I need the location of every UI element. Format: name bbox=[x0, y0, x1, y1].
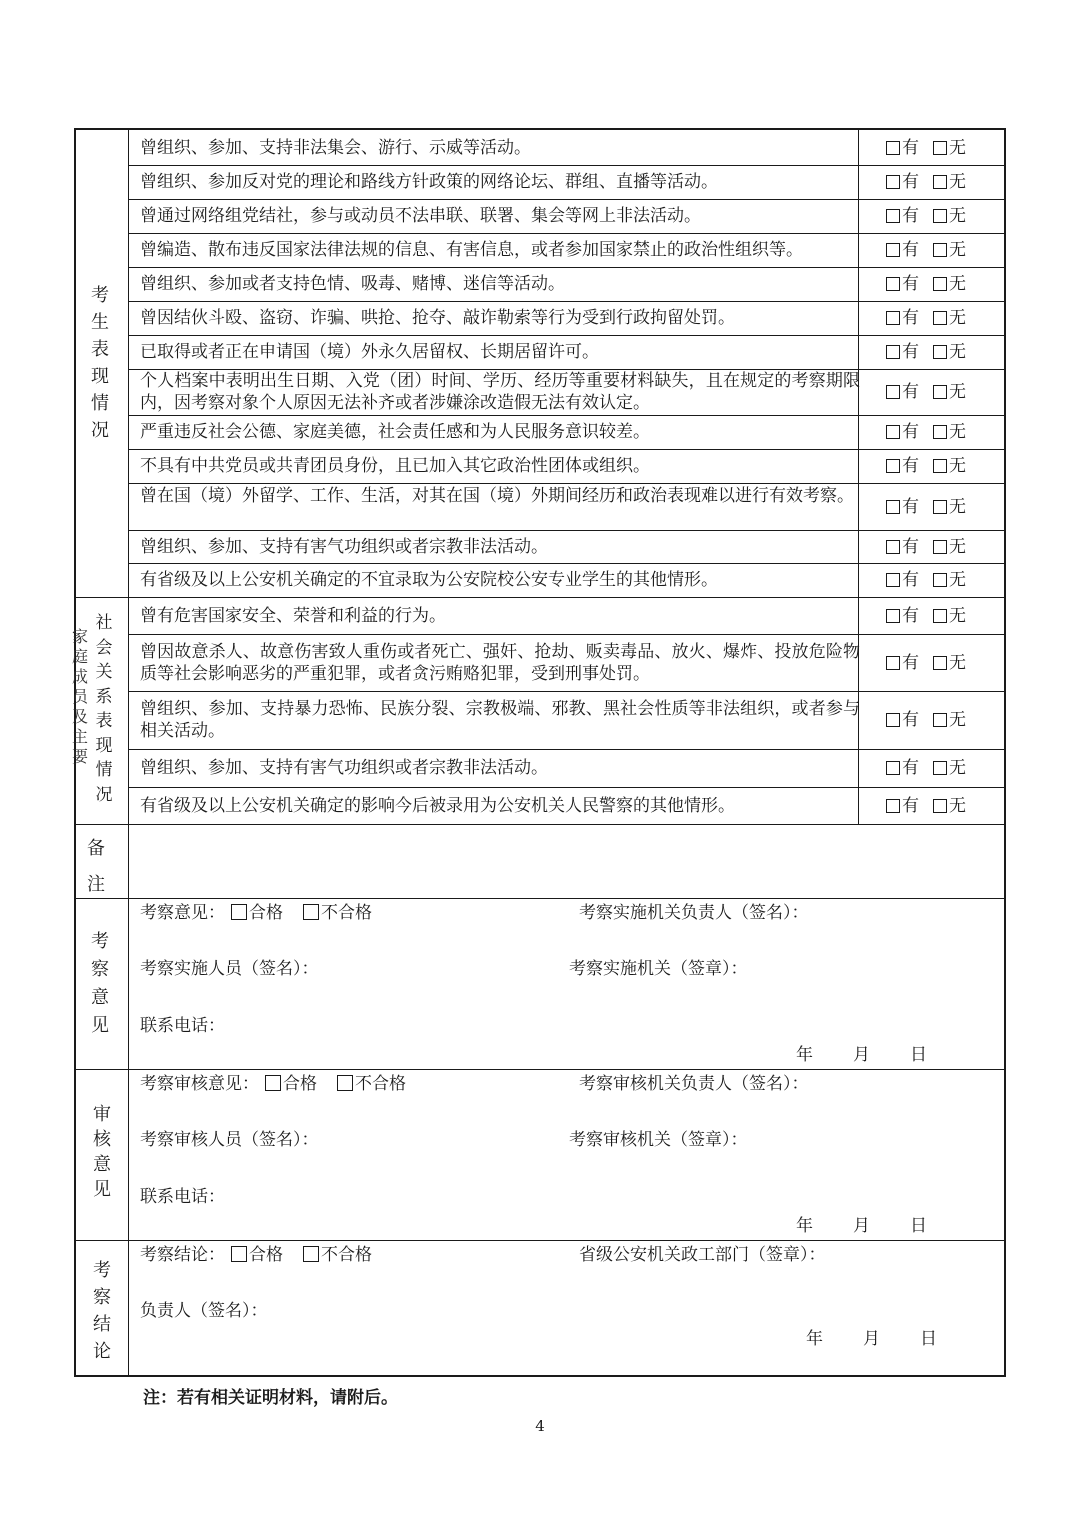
criterion-text: 曾因结伙斗殴、盗窃、诈骗、哄抢、抢夺、敲诈勒索等行为受到行政拘留处罚。 bbox=[140, 308, 735, 328]
section-label-social: 社会关系表现情况 bbox=[95, 613, 113, 805]
conclusion-dept-seal: 省级公安机关政工部门（签章）： bbox=[579, 1245, 826, 1265]
no-label: 无 bbox=[949, 137, 966, 158]
no-checkbox[interactable] bbox=[933, 500, 947, 514]
no-label: 无 bbox=[949, 710, 966, 730]
date-year: 年 bbox=[796, 1216, 813, 1236]
yes-label: 有 bbox=[902, 652, 919, 673]
review-opinion bbox=[140, 1073, 406, 1095]
review-pass-label: 合格 bbox=[283, 1074, 317, 1094]
conclusion-date bbox=[806, 1328, 937, 1350]
review-pass-checkbox[interactable] bbox=[265, 1075, 281, 1091]
no-label: 无 bbox=[949, 240, 966, 260]
review-phone: 联系电话： bbox=[140, 1187, 225, 1207]
yes-checkbox[interactable] bbox=[886, 799, 900, 813]
criterion-text: 已取得或者正在申请国（境）外永久居留权、长期居留许可。 bbox=[140, 342, 599, 362]
row-divider bbox=[128, 634, 1004, 635]
yes-label: 有 bbox=[902, 758, 919, 778]
no-label: 无 bbox=[949, 172, 966, 192]
section-label-inspection: 考察意见 bbox=[91, 931, 109, 1036]
no-checkbox[interactable] bbox=[933, 277, 947, 291]
no-checkbox[interactable] bbox=[933, 761, 947, 775]
yes-no-options bbox=[886, 709, 966, 731]
yes-no-options bbox=[886, 239, 966, 261]
yes-no-options bbox=[886, 137, 966, 159]
yes-no-options bbox=[886, 341, 966, 363]
review-fail-checkbox[interactable] bbox=[337, 1075, 353, 1091]
no-checkbox[interactable] bbox=[933, 540, 947, 554]
conclusion-fail-checkbox[interactable] bbox=[303, 1246, 319, 1262]
yes-no-options bbox=[886, 273, 966, 295]
no-label: 无 bbox=[949, 308, 966, 328]
yes-checkbox[interactable] bbox=[886, 425, 900, 439]
review-opinion-label: 考察审核意见： bbox=[140, 1074, 259, 1094]
yes-label: 有 bbox=[902, 240, 919, 260]
inspection-phone: 联系电话： bbox=[140, 1016, 225, 1036]
yes-label: 有 bbox=[902, 206, 919, 226]
yes-checkbox[interactable] bbox=[886, 385, 900, 399]
yes-label: 有 bbox=[902, 137, 919, 158]
row-divider bbox=[128, 787, 1004, 788]
no-label: 无 bbox=[949, 570, 966, 590]
no-label: 无 bbox=[949, 456, 966, 476]
no-checkbox[interactable] bbox=[933, 656, 947, 670]
date-month: 月 bbox=[853, 1045, 870, 1065]
yes-no-options bbox=[886, 795, 966, 817]
yes-label: 有 bbox=[902, 382, 919, 402]
yes-checkbox[interactable] bbox=[886, 573, 900, 587]
review-form-table bbox=[71, 128, 1006, 1377]
conclusion-opinion-label: 考察结论： bbox=[140, 1245, 225, 1265]
no-label: 无 bbox=[949, 382, 966, 402]
yes-no-options bbox=[886, 307, 966, 329]
inspection-opinion bbox=[140, 902, 372, 924]
yes-label: 有 bbox=[902, 172, 919, 192]
inspection-pass-checkbox[interactable] bbox=[231, 904, 247, 920]
section-divider bbox=[76, 1069, 1004, 1070]
no-checkbox[interactable] bbox=[933, 425, 947, 439]
criterion-text: 曾因故意杀人、故意伤害致人重伤或者死亡、强奸、抢劫、贩卖毒品、放火、爆炸、投放危险物质等社会影响恶劣的严重犯罪，或者贪污贿赂犯罪，受到刑事处罚。 bbox=[140, 641, 860, 684]
no-label: 无 bbox=[949, 536, 966, 557]
date-year: 年 bbox=[806, 1329, 823, 1349]
conclusion-opinion bbox=[140, 1244, 372, 1266]
no-checkbox[interactable] bbox=[933, 345, 947, 359]
row-divider bbox=[128, 449, 1004, 450]
criterion-text: 曾组织、参加、支持暴力恐怖、民族分裂、宗教极端、邪教、黑社会性质等非法组织，或者参与相关活动。 bbox=[140, 699, 860, 741]
section-divider bbox=[76, 824, 1004, 825]
criterion-text: 曾通过网络组党结社，参与或动员不法串联、联署、集会等网上非法活动。 bbox=[140, 206, 701, 226]
criterion-text: 有省级及以上公安机关确定的不宜录取为公安院校公安专业学生的其他情形。 bbox=[140, 570, 718, 590]
yes-label: 有 bbox=[902, 342, 919, 362]
yes-checkbox[interactable] bbox=[886, 277, 900, 291]
yes-label: 有 bbox=[902, 496, 919, 517]
no-checkbox[interactable] bbox=[933, 573, 947, 587]
row-divider bbox=[128, 301, 1004, 302]
yes-checkbox[interactable] bbox=[886, 141, 900, 155]
yes-label: 有 bbox=[902, 795, 919, 816]
section-label-conclusion: 考察结论 bbox=[93, 1260, 111, 1362]
row-divider bbox=[128, 749, 1004, 750]
row-divider bbox=[128, 165, 1004, 166]
inspection-pass-label: 合格 bbox=[249, 903, 283, 923]
no-checkbox[interactable] bbox=[933, 385, 947, 399]
yes-no-options bbox=[886, 496, 966, 518]
yes-checkbox[interactable] bbox=[886, 459, 900, 473]
row-divider bbox=[128, 335, 1004, 336]
criterion-text: 曾组织、参加、支持非法集会、游行、示威等活动。 bbox=[140, 137, 531, 158]
inspection-head-sign: 考察实施机关负责人（签名）： bbox=[579, 903, 809, 923]
inspection-opinion-label: 考察意见： bbox=[140, 903, 225, 923]
criterion-text: 曾组织、参加或者支持色情、吸毒、赌博、迷信等活动。 bbox=[140, 274, 565, 294]
row-divider bbox=[128, 691, 1004, 692]
page-number: 4 bbox=[535, 1417, 545, 1435]
section-label-remarks: 备注 bbox=[87, 838, 105, 895]
yes-no-options bbox=[886, 381, 966, 403]
no-checkbox[interactable] bbox=[933, 243, 947, 257]
row-divider bbox=[128, 267, 1004, 268]
yes-checkbox[interactable] bbox=[886, 345, 900, 359]
no-checkbox[interactable] bbox=[933, 799, 947, 813]
no-label: 无 bbox=[949, 795, 966, 816]
review-date bbox=[796, 1215, 927, 1237]
yes-checkbox[interactable] bbox=[886, 761, 900, 775]
criterion-text: 曾有危害国家安全、荣誉和利益的行为。 bbox=[140, 605, 446, 626]
no-checkbox[interactable] bbox=[933, 609, 947, 623]
conclusion-pass-label: 合格 bbox=[249, 1245, 283, 1265]
yes-label: 有 bbox=[902, 710, 919, 730]
yes-label: 有 bbox=[902, 570, 919, 590]
date-month: 月 bbox=[853, 1216, 870, 1236]
yes-no-options bbox=[886, 652, 966, 674]
criterion-text: 曾在国（境）外留学、工作、生活，对其在国（境）外期间经历和政治表现难以进行有效考察。 bbox=[140, 485, 854, 506]
no-label: 无 bbox=[949, 422, 966, 442]
yes-no-options bbox=[886, 757, 966, 779]
row-divider bbox=[128, 199, 1004, 200]
label-column-divider bbox=[128, 130, 129, 1377]
inspection-date bbox=[796, 1044, 927, 1066]
row-divider bbox=[128, 530, 1004, 531]
yes-label: 有 bbox=[902, 308, 919, 328]
yes-no-options bbox=[886, 569, 966, 591]
no-checkbox[interactable] bbox=[933, 311, 947, 325]
no-checkbox[interactable] bbox=[933, 713, 947, 727]
yes-no-options bbox=[886, 455, 966, 477]
no-label: 无 bbox=[949, 605, 966, 626]
date-day: 日 bbox=[910, 1216, 927, 1236]
row-divider bbox=[128, 415, 1004, 416]
row-divider bbox=[128, 233, 1004, 234]
yes-label: 有 bbox=[902, 605, 919, 626]
yes-checkbox[interactable] bbox=[886, 243, 900, 257]
date-day: 日 bbox=[920, 1329, 937, 1349]
no-label: 无 bbox=[949, 342, 966, 362]
inspection-fail-label: 不合格 bbox=[321, 903, 372, 923]
criterion-text: 曾编造、散布违反国家法律法规的信息、有害信息，或者参加国家禁止的政治性组织等。 bbox=[140, 240, 803, 260]
review-head-sign: 考察审核机关负责人（签名）： bbox=[579, 1074, 809, 1094]
no-checkbox[interactable] bbox=[933, 459, 947, 473]
section-label-family: 家庭成员及主要 bbox=[71, 627, 88, 766]
yes-checkbox[interactable] bbox=[886, 656, 900, 670]
inspection-agency-seal: 考察实施机关（签章）： bbox=[569, 959, 748, 979]
review-staff-sign: 考察审核人员（签名）： bbox=[140, 1130, 319, 1150]
yes-checkbox[interactable] bbox=[886, 540, 900, 554]
section-divider bbox=[76, 1240, 1004, 1241]
inspection-fail-checkbox[interactable] bbox=[303, 904, 319, 920]
criterion-text: 曾组织、参加、支持有害气功组织或者宗教非法活动。 bbox=[140, 758, 548, 778]
criterion-text: 曾组织、参加、支持有害气功组织或者宗教非法活动。 bbox=[140, 536, 548, 557]
yes-no-options bbox=[886, 536, 966, 558]
inspection-staff-sign: 考察实施人员（签名）： bbox=[140, 959, 319, 979]
no-label: 无 bbox=[949, 652, 966, 673]
yes-no-options bbox=[886, 421, 966, 443]
no-label: 无 bbox=[949, 206, 966, 226]
footer-note: 注：若有相关证明材料，请附后。 bbox=[143, 1388, 398, 1408]
yes-label: 有 bbox=[902, 422, 919, 442]
no-label: 无 bbox=[949, 496, 966, 517]
no-label: 无 bbox=[949, 758, 966, 778]
review-fail-label: 不合格 bbox=[355, 1074, 406, 1094]
conclusion-fail-label: 不合格 bbox=[321, 1245, 372, 1265]
date-month: 月 bbox=[863, 1329, 880, 1349]
date-year: 年 bbox=[796, 1045, 813, 1065]
section-label-review: 审核意见 bbox=[93, 1104, 111, 1200]
yes-checkbox[interactable] bbox=[886, 311, 900, 325]
criterion-text: 不具有中共党员或共青团员身份，且已加入其它政治性团体或组织。 bbox=[140, 456, 650, 476]
no-label: 无 bbox=[949, 274, 966, 294]
yes-no-options bbox=[886, 605, 966, 627]
section-divider bbox=[76, 898, 1004, 899]
no-checkbox[interactable] bbox=[933, 209, 947, 223]
row-divider bbox=[128, 563, 1004, 564]
yes-checkbox[interactable] bbox=[886, 713, 900, 727]
section-divider bbox=[76, 597, 1004, 598]
yes-label: 有 bbox=[902, 274, 919, 294]
date-day: 日 bbox=[910, 1045, 927, 1065]
conclusion-pass-checkbox[interactable] bbox=[231, 1246, 247, 1262]
criterion-text: 严重违反社会公德、家庭美德，社会责任感和为人民服务意识较差。 bbox=[140, 422, 650, 442]
no-checkbox[interactable] bbox=[933, 141, 947, 155]
criterion-text: 有省级及以上公安机关确定的影响今后被录用为公安机关人民警察的其他情形。 bbox=[140, 795, 735, 816]
review-agency-seal: 考察审核机关（签章）： bbox=[569, 1130, 748, 1150]
yes-checkbox[interactable] bbox=[886, 500, 900, 514]
criterion-text: 个人档案中表明出生日期、入党（团）时间、学历、经历等重要材料缺失，且在规定的考察期限内，因考察对象个人原因无法补齐或者涉嫌涂改造假无法有效认定。 bbox=[140, 371, 860, 413]
yes-no-options bbox=[886, 171, 966, 193]
yes-checkbox[interactable] bbox=[886, 175, 900, 189]
criterion-text: 曾组织、参加反对党的理论和路线方针政策的网络论坛、群组、直播等活动。 bbox=[140, 172, 718, 192]
yes-checkbox[interactable] bbox=[886, 609, 900, 623]
section-label-candidate: 考生表现情况 bbox=[91, 285, 109, 441]
no-checkbox[interactable] bbox=[933, 175, 947, 189]
yes-checkbox[interactable] bbox=[886, 209, 900, 223]
yes-label: 有 bbox=[902, 456, 919, 476]
conclusion-person-sign: 负责人（签名）： bbox=[140, 1301, 268, 1321]
yes-label: 有 bbox=[902, 536, 919, 557]
yes-no-options bbox=[886, 205, 966, 227]
